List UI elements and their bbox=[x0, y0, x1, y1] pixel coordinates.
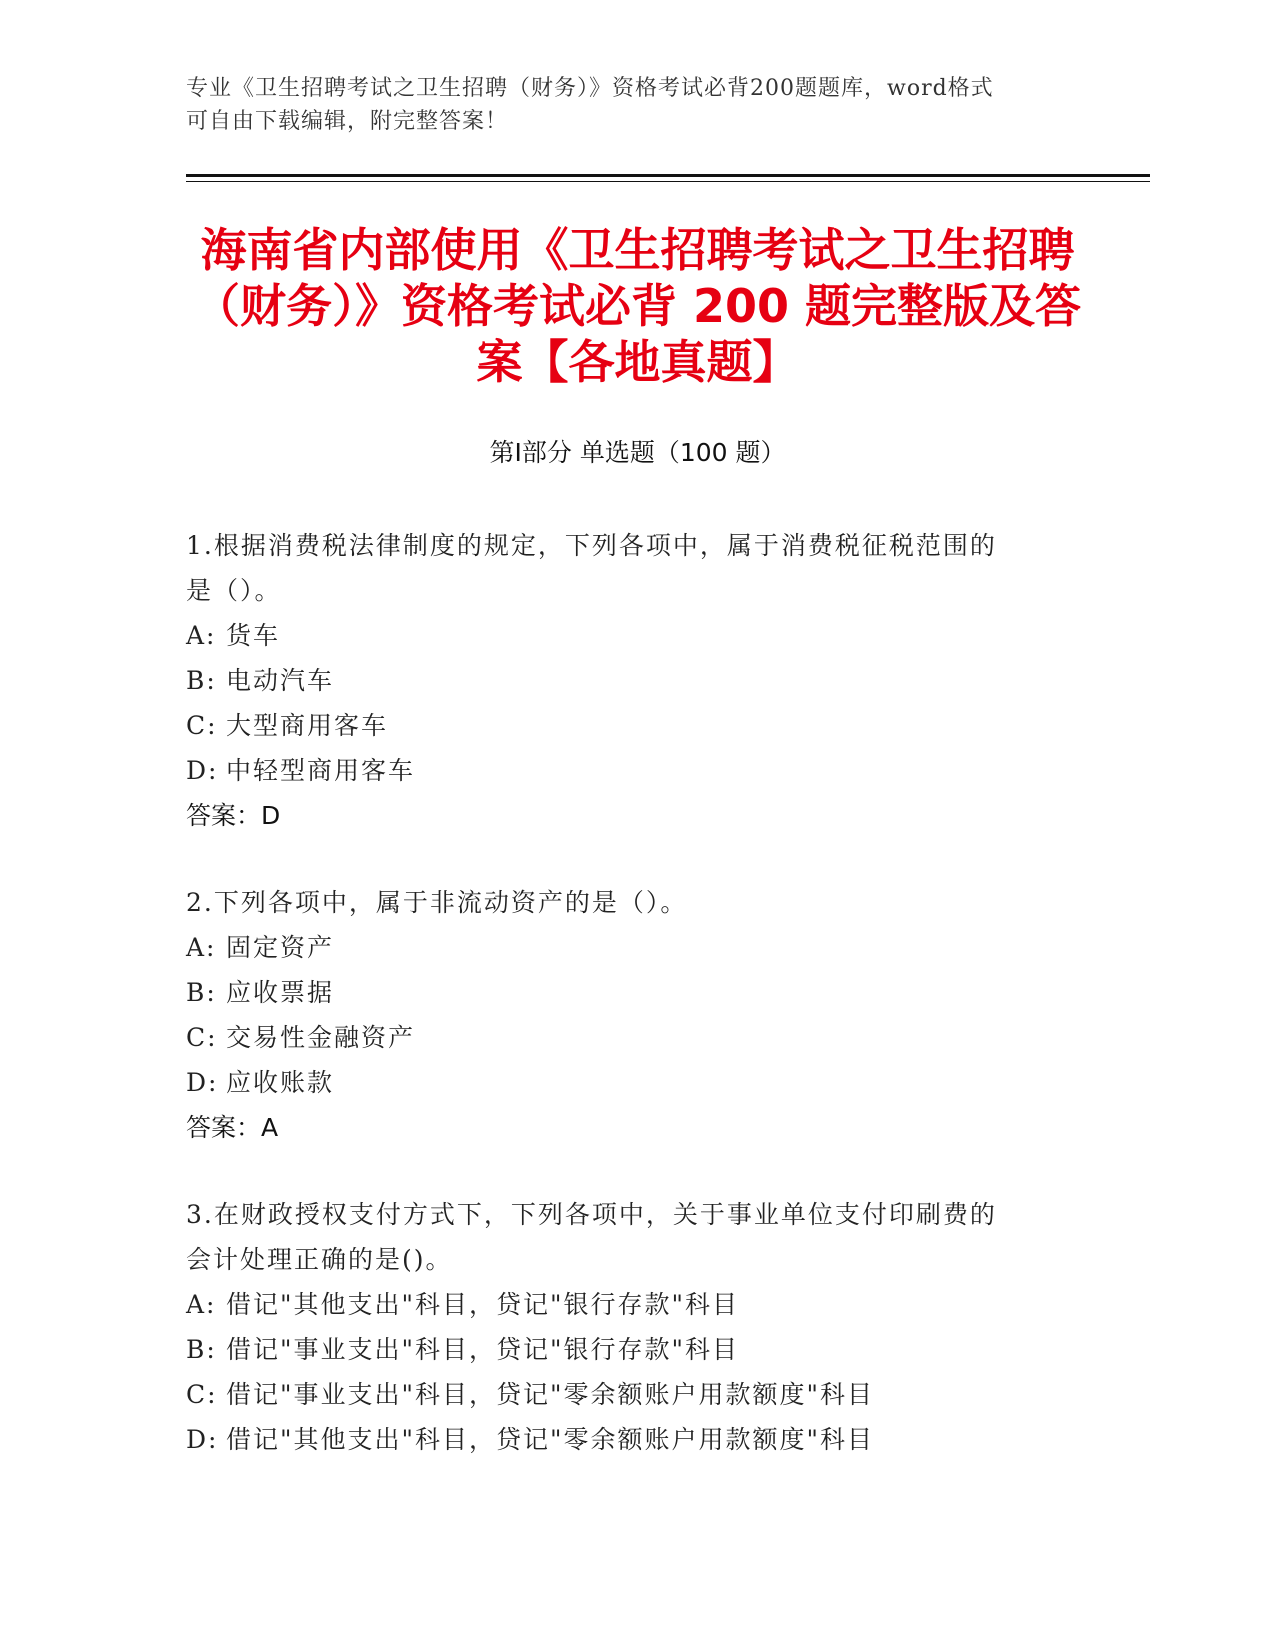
section-heading: 第Ⅰ部分 单选题（100 题） bbox=[489, 438, 786, 467]
answer-label: 答案：A bbox=[186, 1113, 279, 1142]
option-a bbox=[186, 925, 1066, 970]
header-note-line-1: 专业《卫生招聘考试之卫生招聘（财务）》资格考试必背200题题库，word格式 bbox=[186, 76, 994, 101]
question-stem-line: 1.根据消费税法律制度的规定，下列各项中，属于消费税征税范围的 bbox=[186, 531, 997, 560]
option-text: 应收票据 bbox=[226, 978, 335, 1007]
question-2 bbox=[186, 880, 1066, 1150]
option-letter: A: bbox=[186, 933, 217, 962]
option-text: 交易性金融资产 bbox=[226, 1023, 416, 1052]
option-text: 借记"其他支出"科目，贷记"零余额账户用款额度"科目 bbox=[226, 1425, 874, 1454]
option-text: 货车 bbox=[226, 621, 281, 650]
question-1 bbox=[186, 523, 1066, 838]
answer-label: 答案：D bbox=[186, 801, 281, 830]
option-c bbox=[186, 1015, 1066, 1060]
option-text: 借记"其他支出"科目，贷记"银行存款"科目 bbox=[226, 1290, 739, 1319]
option-text: 固定资产 bbox=[226, 933, 335, 962]
question-stem-line: 是（）。 bbox=[186, 576, 282, 605]
option-letter: D: bbox=[186, 756, 219, 785]
option-letter: D: bbox=[186, 1068, 219, 1097]
option-text: 应收账款 bbox=[226, 1068, 335, 1097]
option-letter: A: bbox=[186, 1290, 217, 1319]
option-c bbox=[186, 1372, 1066, 1417]
option-b bbox=[186, 1327, 1066, 1372]
question-stem-line: 会计处理正确的是()。 bbox=[186, 1245, 453, 1274]
header-note-line-2: 可自由下载编辑，附完整答案！ bbox=[186, 109, 509, 134]
document-title-line-2: （财务）》资格考试必背 200 题完整版及答 bbox=[193, 279, 1082, 333]
option-letter: B: bbox=[186, 666, 217, 695]
option-b bbox=[186, 970, 1066, 1015]
question-stem-line: 3.在财政授权支付方式下，下列各项中，关于事业单位支付印刷费的 bbox=[186, 1200, 997, 1229]
document-title bbox=[170, 222, 1105, 390]
option-d bbox=[186, 748, 1066, 793]
option-letter: C: bbox=[186, 1380, 218, 1409]
header-note bbox=[186, 72, 1066, 138]
option-text: 借记"事业支出"科目，贷记"零余额账户用款额度"科目 bbox=[226, 1380, 874, 1409]
question-stem-line: 2.下列各项中，属于非流动资产的是（）。 bbox=[186, 888, 688, 917]
option-a bbox=[186, 1282, 1066, 1327]
option-b bbox=[186, 658, 1066, 703]
option-d bbox=[186, 1060, 1066, 1105]
option-d bbox=[186, 1417, 1066, 1462]
question-3 bbox=[186, 1192, 1066, 1462]
option-a bbox=[186, 613, 1066, 658]
option-text: 借记"事业支出"科目，贷记"银行存款"科目 bbox=[226, 1335, 739, 1364]
option-letter: D: bbox=[186, 1425, 219, 1454]
option-letter: B: bbox=[186, 978, 217, 1007]
option-text: 中轻型商用客车 bbox=[226, 756, 416, 785]
option-letter: B: bbox=[186, 1335, 217, 1364]
document-title-line-3: 案【各地真题】 bbox=[476, 335, 799, 389]
option-letter: C: bbox=[186, 711, 218, 740]
option-letter: A: bbox=[186, 621, 217, 650]
option-c bbox=[186, 703, 1066, 748]
header-divider-thick bbox=[186, 174, 1150, 177]
option-text: 电动汽车 bbox=[226, 666, 335, 695]
header-divider-thin bbox=[186, 181, 1150, 182]
document-title-line-1: 海南省内部使用《卫生招聘考试之卫生招聘 bbox=[200, 223, 1075, 277]
question-list bbox=[186, 523, 1066, 1504]
option-text: 大型商用客车 bbox=[226, 711, 389, 740]
option-letter: C: bbox=[186, 1023, 218, 1052]
